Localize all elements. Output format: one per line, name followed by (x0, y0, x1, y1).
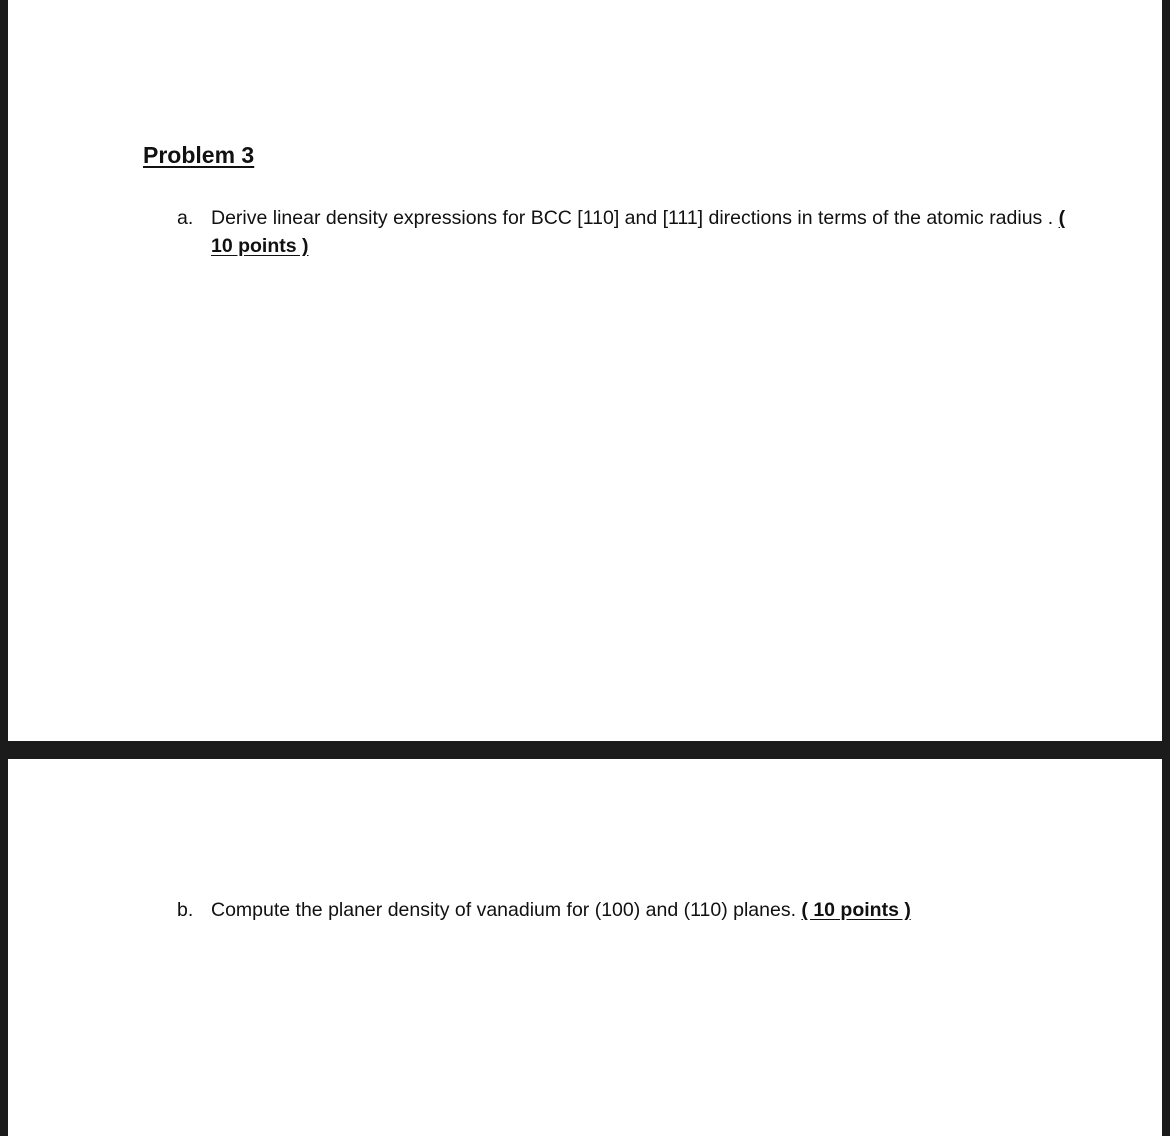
part-b-text: Compute the planer density of vanadium for (100) and (110) planes. (211, 899, 802, 921)
part-b-body (211, 896, 911, 924)
part-a-text: Derive linear density expressions for BCC [110] and [111] directions in terms of the atomic radius . (211, 207, 1059, 229)
problem-heading: Problem 3 (143, 142, 255, 168)
problem-part-b (177, 896, 1077, 926)
part-a-marker: a. (177, 207, 194, 229)
document-page-2 (8, 759, 1162, 1136)
part-a-body (211, 204, 1071, 260)
part-a-points: ( 10 points ) (211, 207, 1066, 257)
part-b-points: ( 10 points ) (801, 899, 911, 921)
problem-part-a (177, 204, 1077, 264)
part-b-marker: b. (177, 899, 194, 921)
document-page-1 (8, 0, 1162, 741)
